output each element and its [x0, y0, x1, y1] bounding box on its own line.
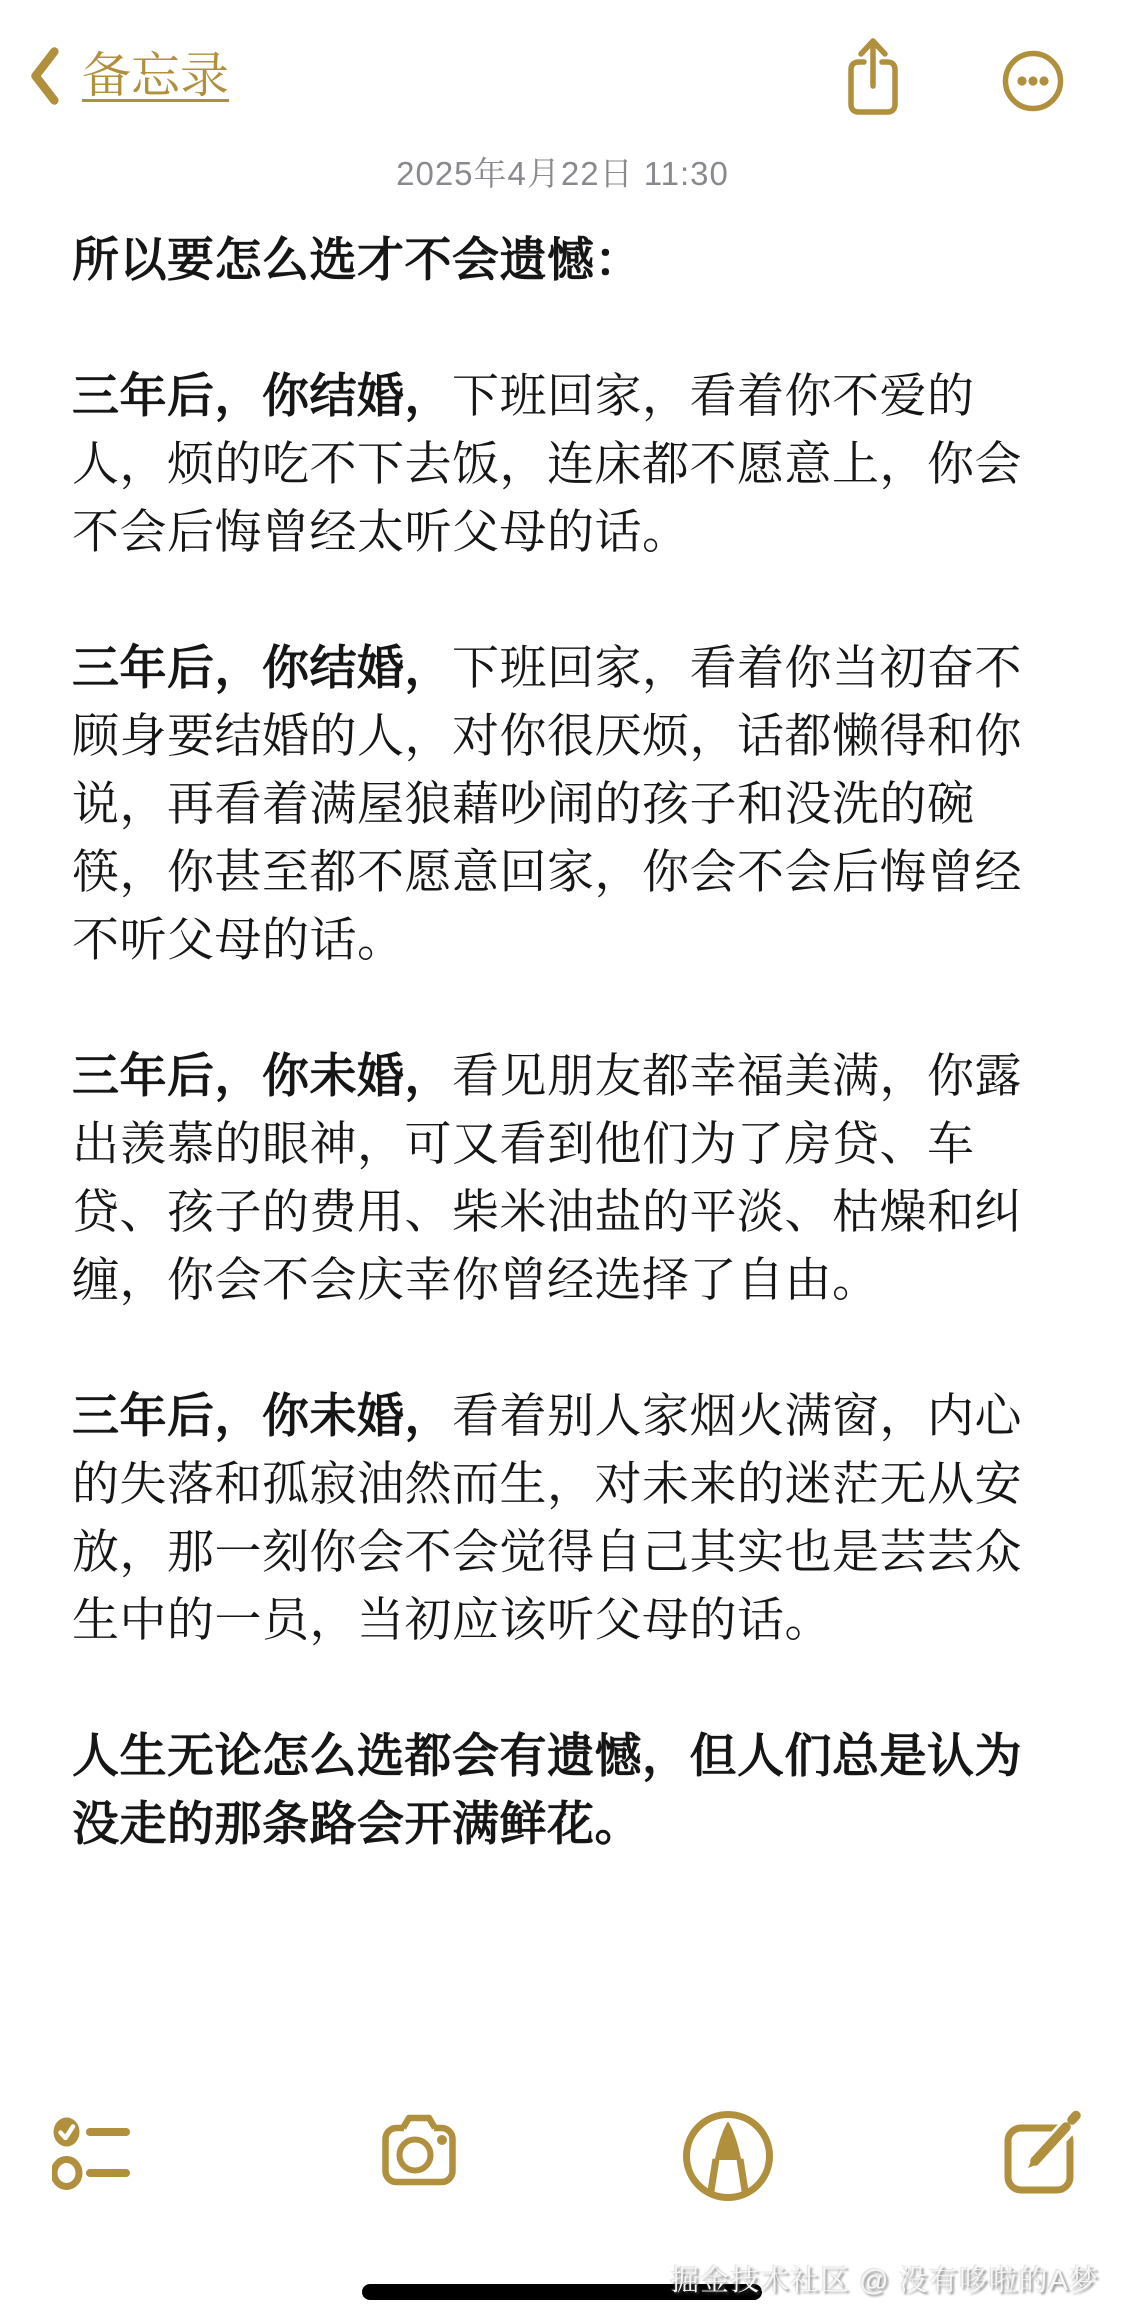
- checklist-button[interactable]: [52, 2116, 132, 2190]
- camera-icon: [382, 2114, 456, 2186]
- paragraph-text: 看着别人家烟火满窗，内心的失落和孤寂油然而生，对未来的迷茫无从安放，那一刻你会不会觉得自己其实也是芸芸众生中的一员，当初应该听父母的话。: [72, 1389, 1022, 1646]
- back-chevron-icon: [28, 44, 60, 108]
- paragraph-text: 看见朋友都幸福美满，你露出羡慕的眼神，可又看到他们为了房贷、车贷、孩子的费用、柴米油盐的平淡、枯燥和纠缠，你会不会庆幸你曾经选择了自由。: [72, 1049, 1022, 1306]
- paragraph-lead: 三年后，你未婚，: [72, 1049, 452, 1102]
- note-paragraph: [72, 634, 1047, 974]
- markup-button[interactable]: [682, 2110, 774, 2202]
- paragraph-text: 下班回家，看着你当初奋不顾身要结婚的人，对你很厌烦，话都懒得和你说，再看着满屋狼藉吵闹的孩子和没洗的碗筷，你甚至都不愿意回家，你会不会后悔曾经不听父母的话。: [72, 641, 1022, 966]
- note-content[interactable]: [72, 226, 1047, 1926]
- note-date: 2025年4月22日 11:30: [396, 155, 729, 192]
- share-icon: [842, 34, 904, 120]
- note-title: 所以要怎么选才不会遗憾：: [72, 233, 642, 286]
- camera-button[interactable]: [382, 2114, 456, 2186]
- more-button[interactable]: [1002, 50, 1064, 112]
- ellipsis-circle-icon: [1002, 50, 1064, 112]
- note-paragraph: [72, 1382, 1047, 1654]
- markup-pen-icon: [682, 2110, 774, 2202]
- back-button[interactable]: [28, 44, 229, 108]
- checklist-icon: [52, 2116, 132, 2190]
- note-closing: 人生无论怎么选都会有遗憾，但人们总是认为没走的那条路会开满鲜花。: [72, 1729, 1022, 1850]
- note-paragraph: [72, 362, 1047, 566]
- note-paragraph: [72, 1042, 1047, 1314]
- compose-icon: [1002, 2098, 1090, 2194]
- compose-button[interactable]: [1002, 2098, 1090, 2194]
- watermark: 掘金技术社区 @ 没有哆啦的A梦: [670, 2265, 1099, 2297]
- paragraph-lead: 三年后，你结婚，: [72, 641, 452, 694]
- paragraph-lead: 三年后，你结婚，: [72, 369, 452, 422]
- paragraph-lead: 三年后，你未婚，: [72, 1389, 452, 1442]
- share-button[interactable]: [842, 34, 904, 120]
- paragraph-text: 下班回家，看着你不爱的人，烦的吃不下去饭，连床都不愿意上，你会不会后悔曾经太听父母的话。: [72, 369, 1022, 558]
- back-button-label: 备忘录: [82, 49, 230, 103]
